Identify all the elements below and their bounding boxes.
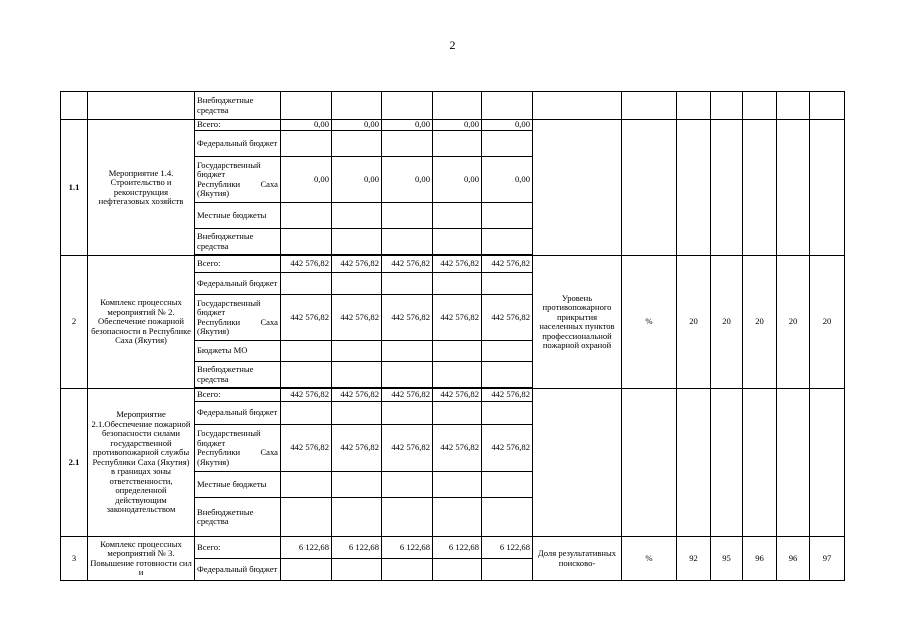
state-budget-word: Саха [260,447,278,457]
value-cell: 6 122,68 [332,537,382,559]
target-value: 20 [810,256,845,389]
row-number: 2.1 [61,389,88,537]
indicator-name: Доля результативных поисково- [533,537,622,581]
value-cell: 442 576,82 [332,256,382,273]
value-cell: 0,00 [482,120,533,131]
state-budget-line1: Государственный бюджет [197,297,261,317]
activity-name: Мероприятие 1.4. Строительство и реконструкция нефтегазовых хозяйств [88,120,195,256]
row-number: 2 [61,256,88,389]
indicator-unit: % [622,256,677,389]
source-state-budget [195,425,281,472]
value-cell: 442 576,82 [332,389,382,402]
value-cell: 442 576,82 [281,295,332,341]
activity-name: Мероприятие 2.1.Обеспечение пожарной безопасности силами государственной противопожарной службы Республики Саха (Якутия) в границах зоны ответственности, определенной действующим законодательством [88,389,195,537]
value-cell: 0,00 [433,120,482,131]
table-row [61,256,845,273]
source-offbudget: Внебюджетные средства [195,229,281,255]
activity-name: Комплекс процессных мероприятий № 3. Повышение готовности сил и [88,537,195,581]
source-total: Всего: [195,389,281,402]
value-cell: 442 576,82 [382,295,433,341]
table-row [61,120,845,131]
state-budget-line1: Государственный бюджет [197,428,261,448]
target-value: 20 [677,256,711,389]
value-cell: 442 576,82 [482,389,533,402]
source-offbudget: Внебюджетные средства [195,362,281,388]
source-state-budget [195,157,281,203]
target-value: 20 [743,256,777,389]
state-budget-line3: (Якутия) [197,456,230,467]
table-row [61,537,845,559]
activity-name: Комплекс процессных мероприятий № 2. Обеспечение пожарной безопасности в Республике Саха (Якутия) [88,256,195,389]
state-budget-word: Саха [260,316,278,327]
target-value: 20 [777,256,810,389]
value-cell: 0,00 [281,120,332,131]
target-value: 92 [677,537,711,581]
row-number: 3 [61,537,88,581]
value-cell: 442 576,82 [281,425,332,472]
value-cell: 0,00 [433,157,482,203]
source-federal: Федеральный бюджет [195,131,281,157]
value-cell: 442 576,82 [281,389,332,402]
value-cell: 0,00 [332,120,382,131]
source-offbudget: Внебюджетные средства [195,92,281,120]
state-budget-word: Республики [197,316,241,327]
value-cell: 442 576,82 [281,256,332,273]
value-cell: 442 576,82 [482,425,533,472]
state-budget-line3: (Якутия) [197,188,230,198]
source-municipal: Бюджеты МО [195,341,281,362]
target-value: 96 [777,537,810,581]
value-cell: 442 576,82 [433,425,482,472]
value-cell: 6 122,68 [482,537,533,559]
value-cell: 442 576,82 [433,256,482,273]
page-number: 2 [449,38,456,52]
value-cell: 0,00 [382,120,433,131]
target-value: 95 [711,537,743,581]
value-cell: 442 576,82 [382,389,433,402]
source-offbudget: Внебюджетные средства [195,498,281,537]
source-total: Всего: [195,120,281,131]
value-cell: 442 576,82 [332,295,382,341]
table-row [61,92,845,120]
value-cell: 442 576,82 [433,389,482,402]
source-federal: Федеральный бюджет [195,402,281,425]
value-cell: 442 576,82 [382,425,433,472]
source-total: Всего: [195,256,281,273]
source-local: Местные бюджеты [195,472,281,498]
target-value: 96 [743,537,777,581]
source-federal: Федеральный бюджет [195,559,281,581]
indicator-unit: % [622,537,677,581]
value-cell: 0,00 [281,157,332,203]
value-cell: 0,00 [332,157,382,203]
table-row [61,389,845,402]
value-cell: 442 576,82 [433,295,482,341]
target-value: 97 [810,537,845,581]
value-cell: 442 576,82 [382,256,433,273]
value-cell: 442 576,82 [332,425,382,472]
value-cell: 0,00 [482,157,533,203]
source-federal: Федеральный бюджет [195,273,281,295]
source-local: Местные бюджеты [195,203,281,229]
program-table [60,91,845,581]
source-state-budget [195,295,281,341]
state-budget-word: Республики [197,178,241,189]
state-budget-word: Республики [197,447,241,457]
value-cell: 442 576,82 [482,256,533,273]
value-cell: 442 576,82 [482,295,533,341]
state-budget-line3: (Якутия) [197,326,230,336]
row-number: 1.1 [61,120,88,256]
state-budget-word: Саха [260,178,278,189]
value-cell: 0,00 [382,157,433,203]
indicator-name: Уровень противопожарного прикрытия населенных пунктов профессиональной пожарной охраной [533,256,622,389]
value-cell: 6 122,68 [382,537,433,559]
source-total: Всего: [195,537,281,559]
target-value: 20 [711,256,743,389]
value-cell: 6 122,68 [433,537,482,559]
state-budget-line1: Государственный бюджет [197,159,261,179]
value-cell: 6 122,68 [281,537,332,559]
